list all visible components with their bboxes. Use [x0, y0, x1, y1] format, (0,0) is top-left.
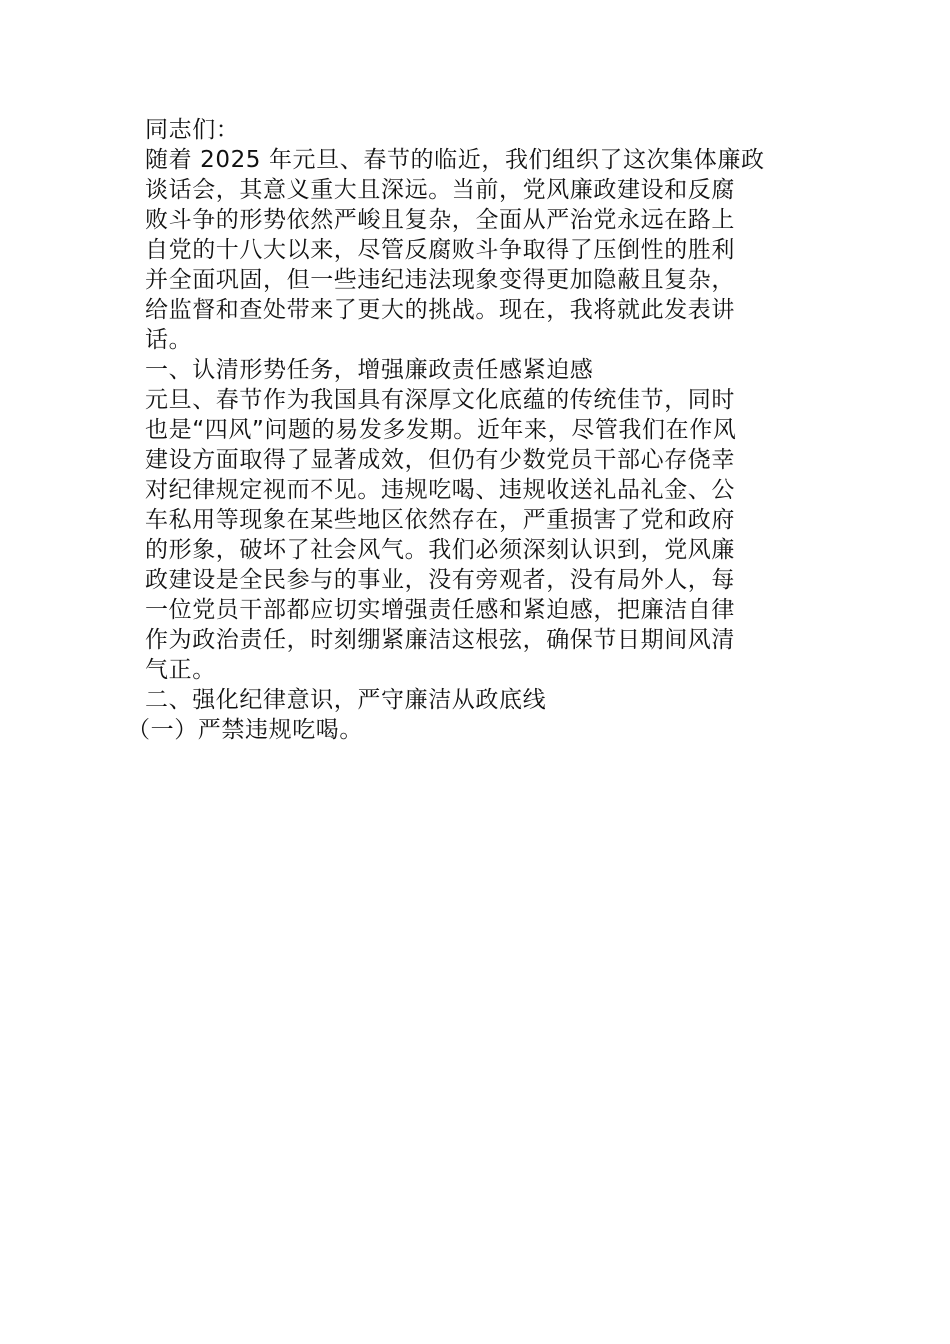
paragraph-line: 政建设是全民参与的事业，没有旁观者，没有局外人，每 [145, 567, 735, 593]
paragraph-line: 并全面巩固，但一些违纪违法现象变得更加隐蔽且复杂， [145, 267, 735, 293]
paragraph-line: 给监督和查处带来了更大的挑战。现在，我将就此发表讲 [145, 297, 735, 323]
paragraph-line: 败斗争的形势依然严峻且复杂，全面从严治党永远在路上 [145, 207, 735, 233]
paragraph-line: 话。 [145, 327, 193, 353]
paragraph-line: 谈话会，其意义重大且深远。当前，党风廉政建设和反腐 [145, 177, 735, 203]
paragraph-line: 的形象，破坏了社会风气。我们必须深刻认识到，党风廉 [145, 537, 735, 563]
paragraph-line: 建设方面取得了显著成效，但仍有少数党员干部心存侥幸 [145, 447, 735, 473]
paragraph-line: 车私用等现象在某些地区依然存在，严重损害了党和政府 [145, 507, 735, 533]
salutation: 同志们： [145, 117, 240, 143]
paragraph-line: 对纪律规定视而不见。违规吃喝、违规收送礼品礼金、公 [145, 477, 735, 503]
paragraph-line: 元旦、春节作为我国具有深厚文化底蕴的传统佳节，同时 [145, 387, 735, 413]
section-heading-2: 二、强化纪律意识，严守廉洁从政底线 [145, 687, 547, 713]
paragraph-line: 气正。 [145, 657, 216, 683]
paragraph-line: 自党的十八大以来，尽管反腐败斗争取得了压倒性的胜利 [145, 237, 735, 263]
paragraph-line: 也是“四风”问题的易发多发期。近年来，尽管我们在作风 [145, 417, 737, 443]
document-body [127, 115, 807, 745]
paragraph-line: 作为政治责任，时刻绷紧廉洁这根弦，确保节日期间风清 [145, 627, 735, 653]
paragraph-line: 一位党员干部都应切实增强责任感和紧迫感，把廉洁自律 [145, 597, 735, 623]
subsection-heading: （一）严禁违规吃喝。 [127, 717, 363, 743]
section-heading-1: 一、认清形势任务，增强廉政责任感紧迫感 [145, 357, 594, 383]
paragraph-line: 随着 2025 年元旦、春节的临近，我们组织了这次集体廉政 [145, 147, 765, 173]
